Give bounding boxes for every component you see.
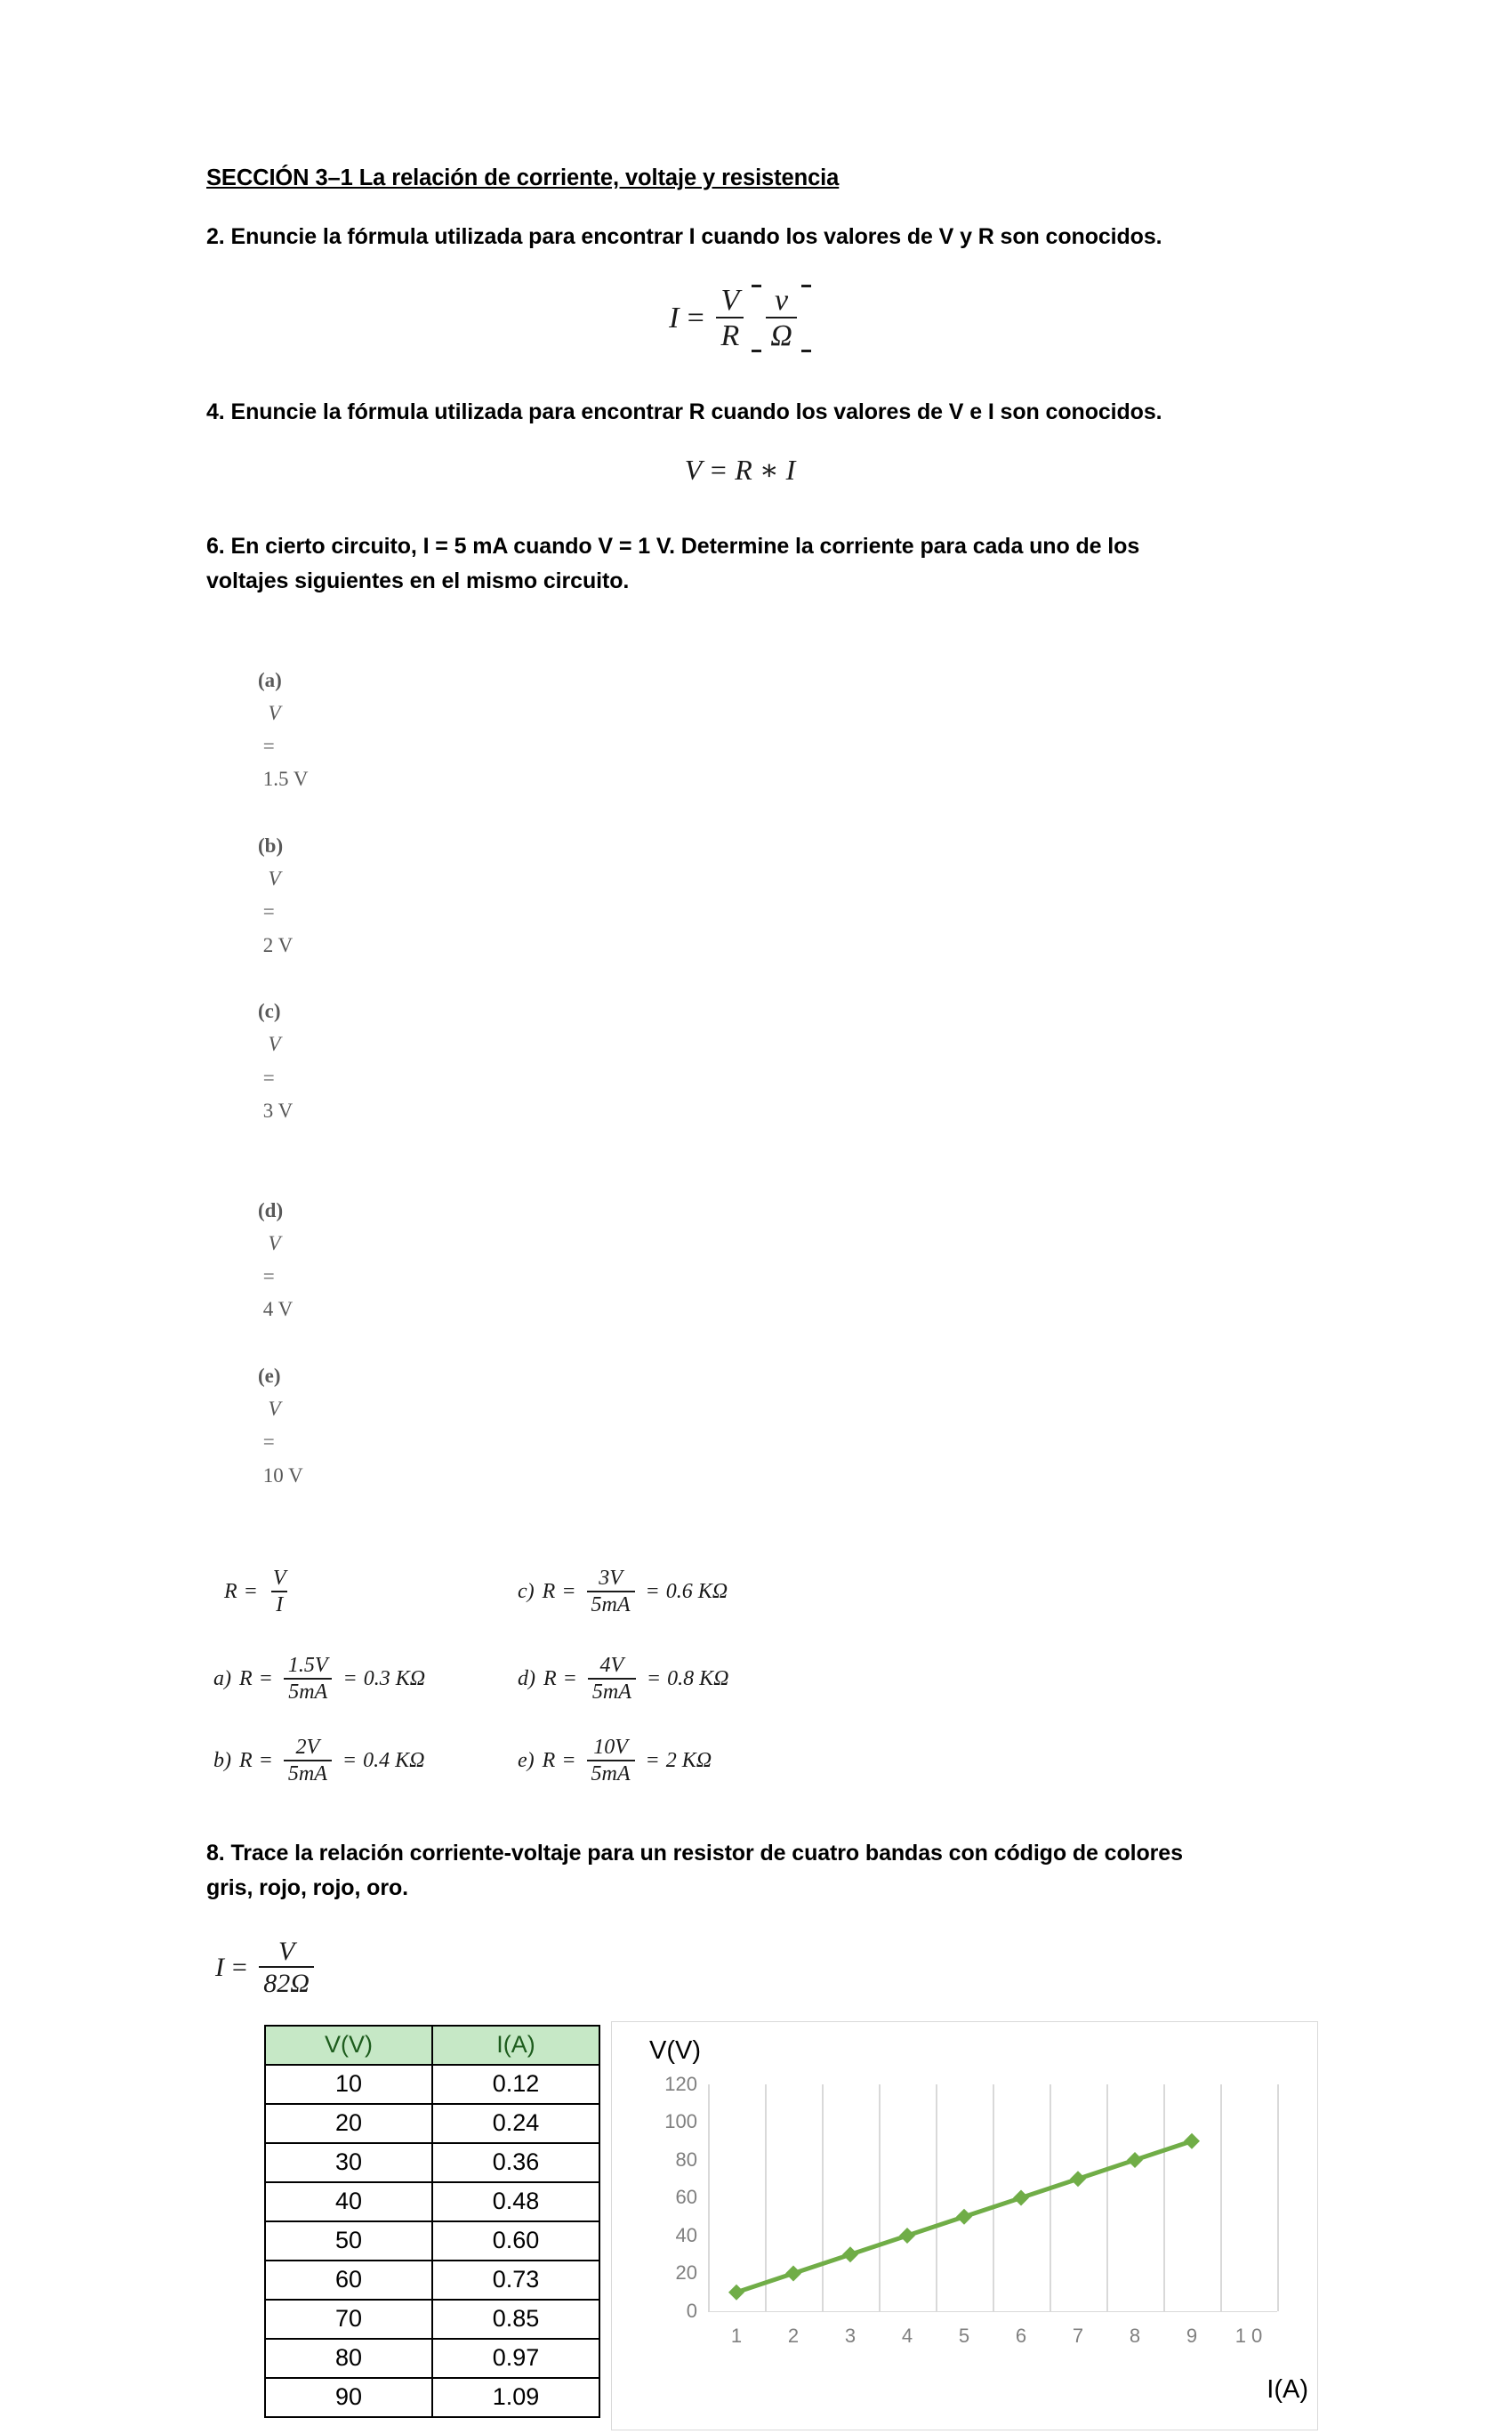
answer-c-equals-2: = bbox=[645, 1580, 660, 1604]
formula-unit-fraction bbox=[766, 285, 797, 352]
chart-x-tick: 8 bbox=[1129, 2324, 1141, 2347]
answer-e-equals-2: = bbox=[645, 1749, 660, 1773]
voltage-item-d-label: (d) bbox=[258, 1198, 284, 1221]
answer-base-fraction bbox=[269, 1568, 291, 1616]
resistor-formula-lhs: I bbox=[215, 1952, 224, 1982]
cell-current: 0.60 bbox=[432, 2221, 599, 2261]
answer-b-label: b) bbox=[213, 1749, 231, 1773]
voltage-list-row-1 bbox=[217, 630, 1274, 1160]
answer-c-fraction bbox=[587, 1568, 635, 1616]
chart-y-axis-title: V(V) bbox=[649, 2035, 701, 2065]
cell-current: 1.09 bbox=[432, 2378, 599, 2417]
answer-base-denominator: I bbox=[271, 1591, 287, 1616]
formula-lhs: I bbox=[669, 301, 680, 334]
chart-data-point bbox=[1013, 2189, 1029, 2205]
chart-y-tick: 80 bbox=[675, 2148, 697, 2171]
chart-data-point bbox=[842, 2246, 858, 2262]
table-row bbox=[265, 2378, 599, 2417]
cell-voltage: 70 bbox=[265, 2300, 432, 2339]
answer-c-result: 0.6 KΩ bbox=[665, 1580, 728, 1604]
cell-voltage: 20 bbox=[265, 2104, 432, 2143]
chart-y-tick: 60 bbox=[675, 2186, 697, 2208]
cell-current: 0.85 bbox=[432, 2300, 599, 2339]
voltage-item-d-var: V bbox=[268, 1231, 281, 1254]
table-header-voltage: V(V) bbox=[265, 2026, 432, 2065]
answer-c-lhs: R bbox=[542, 1580, 556, 1604]
resistor-formula-equals: = bbox=[230, 1952, 249, 1982]
chart-series-line bbox=[708, 2084, 1277, 2311]
answer-a-denominator: 5mA bbox=[284, 1678, 332, 1704]
answer-a-equals-2: = bbox=[342, 1667, 358, 1691]
answer-c-denominator: 5mA bbox=[587, 1591, 635, 1616]
chart-x-tick: 2 bbox=[787, 2324, 800, 2347]
answer-c-equals: = bbox=[561, 1580, 576, 1604]
answer-e-denominator: 5mA bbox=[587, 1760, 635, 1785]
question-8-line-1: 8. Trace la relación corriente-voltaje para un resistor de cuatro bandas con código de colores bbox=[206, 1841, 1183, 1866]
vi-data-table bbox=[264, 2025, 600, 2418]
answer-c-numerator: 3V bbox=[599, 1567, 623, 1590]
answer-item-b bbox=[213, 1737, 424, 1785]
chart-x-axis-title: I(A) bbox=[1267, 2374, 1308, 2404]
voltage-list-row-2 bbox=[217, 1160, 1274, 1525]
question-4-text: 4. Enuncie la fórmula utilizada para encontrar R cuando los valores de V e I son conocidos. bbox=[206, 399, 1162, 424]
answer-d-equals-2: = bbox=[646, 1667, 662, 1691]
formula-fraction bbox=[716, 285, 744, 352]
chart-y-tick: 40 bbox=[675, 2223, 697, 2246]
table-row bbox=[265, 2261, 599, 2300]
answer-e-lhs: R bbox=[542, 1749, 556, 1773]
cell-current: 0.24 bbox=[432, 2104, 599, 2143]
chart-x-tick: 1 0 bbox=[1235, 2324, 1263, 2347]
question-6-line-1: 6. En cierto circuito, I = 5 mA cuando V = 1 V. Determine la corriente para cada uno de los bbox=[206, 533, 1140, 559]
voltage-item-e-label: (e) bbox=[258, 1364, 281, 1387]
answer-b-lhs: R bbox=[239, 1749, 253, 1773]
answer-d-fraction bbox=[588, 1655, 636, 1704]
chart-x-axis-line bbox=[708, 2311, 1277, 2313]
answer-item-a bbox=[213, 1655, 425, 1704]
chart-x-tick: 9 bbox=[1186, 2324, 1198, 2347]
voltage-item-a-eq: = bbox=[262, 735, 275, 757]
table-row bbox=[265, 2104, 599, 2143]
chart-x-tick: 4 bbox=[901, 2324, 913, 2347]
answer-d-numerator: 4V bbox=[599, 1654, 624, 1677]
chart-y-tick: 120 bbox=[664, 2072, 697, 2095]
cell-current: 0.12 bbox=[432, 2065, 599, 2104]
voltage-item-b-label: (b) bbox=[258, 834, 284, 857]
answer-item-c bbox=[518, 1568, 728, 1616]
answer-d-equals: = bbox=[562, 1667, 577, 1691]
chart-data-point bbox=[785, 2265, 801, 2281]
table-header-row bbox=[265, 2026, 599, 2065]
voltage-item-e-value: 10 V bbox=[262, 1463, 303, 1487]
formula-ohm-voltage: V = R ∗ I bbox=[684, 453, 796, 486]
cell-voltage: 10 bbox=[265, 2065, 432, 2104]
answer-c-label: c) bbox=[518, 1580, 535, 1604]
bracket-right-icon bbox=[801, 285, 811, 352]
voltage-list bbox=[217, 630, 1274, 1525]
chart-data-point bbox=[1127, 2152, 1143, 2168]
chart-y-axis-labels bbox=[612, 2072, 697, 2322]
chart-data-point bbox=[1070, 2171, 1086, 2187]
voltage-item-a-value: 1.5 V bbox=[262, 768, 309, 791]
answer-e-equals: = bbox=[561, 1749, 576, 1773]
answer-a-lhs: R bbox=[239, 1667, 253, 1691]
voltage-item-c-value: 3 V bbox=[262, 1099, 294, 1122]
cell-voltage: 30 bbox=[265, 2143, 432, 2182]
answer-b-numerator: 2V bbox=[295, 1736, 320, 1759]
answer-d-result: 0.8 KΩ bbox=[667, 1667, 729, 1691]
answer-a-fraction bbox=[284, 1655, 333, 1704]
formula-unit-bracket bbox=[752, 285, 811, 352]
chart-data-point bbox=[728, 2284, 744, 2300]
chart-y-tick: 0 bbox=[686, 2299, 697, 2322]
chart-y-tick: 20 bbox=[675, 2261, 697, 2284]
voltage-item-e-var: V bbox=[268, 1398, 281, 1420]
table-row bbox=[265, 2182, 599, 2221]
table-row bbox=[265, 2339, 599, 2378]
answer-a-numerator: 1.5V bbox=[287, 1654, 328, 1677]
answer-a-result: 0.3 KΩ bbox=[363, 1667, 426, 1691]
document-content bbox=[206, 165, 1308, 2434]
cell-voltage: 90 bbox=[265, 2378, 432, 2417]
answer-b-equals: = bbox=[258, 1749, 273, 1773]
chart-x-tick: 5 bbox=[958, 2324, 970, 2347]
voltage-item-b-eq: = bbox=[262, 900, 275, 923]
answer-base-lhs: R bbox=[224, 1580, 237, 1604]
formula-numerator: V bbox=[720, 283, 740, 317]
voltage-item-d-value: 4 V bbox=[262, 1298, 294, 1321]
chart-x-tick: 1 bbox=[730, 2324, 743, 2347]
section-heading: SECCIÓN 3–1 La relación de corriente, voltaje y resistencia bbox=[206, 165, 840, 190]
voltage-item-b-value: 2 V bbox=[262, 933, 294, 956]
chart-data-point bbox=[956, 2208, 972, 2224]
answer-e-fraction bbox=[587, 1737, 635, 1785]
answer-base-numerator: V bbox=[272, 1567, 286, 1590]
cell-current: 0.97 bbox=[432, 2339, 599, 2378]
cell-current: 0.48 bbox=[432, 2182, 599, 2221]
answer-base-equals: = bbox=[243, 1580, 258, 1604]
vi-line-chart bbox=[611, 2021, 1318, 2430]
chart-y-tick: 100 bbox=[664, 2110, 697, 2132]
resistor-formula-numerator: V bbox=[277, 1936, 295, 1966]
answer-base-formula bbox=[224, 1568, 295, 1616]
answer-b-equals-2: = bbox=[342, 1749, 358, 1773]
cell-voltage: 80 bbox=[265, 2339, 432, 2378]
formula-resistor-current bbox=[215, 1938, 1274, 1998]
answer-e-numerator: 10V bbox=[593, 1736, 628, 1759]
voltage-item-c-label: (c) bbox=[258, 1000, 281, 1022]
voltage-item-e-eq: = bbox=[262, 1431, 275, 1454]
question-8-line-2: gris, rojo, rojo, oro. bbox=[206, 1874, 408, 1900]
resistor-formula-fraction bbox=[259, 1938, 314, 1998]
answer-item-d bbox=[518, 1655, 728, 1704]
answer-e-result: 2 KΩ bbox=[665, 1749, 712, 1773]
answer-d-label: d) bbox=[518, 1667, 535, 1691]
chart-x-tick: 6 bbox=[1015, 2324, 1027, 2347]
resistor-formula-denominator: 82Ω bbox=[259, 1966, 314, 1998]
answers-block bbox=[206, 1568, 1274, 1790]
chart-gridline bbox=[1277, 2084, 1279, 2311]
cell-voltage: 60 bbox=[265, 2261, 432, 2300]
data-and-chart-row bbox=[206, 2025, 1308, 2434]
table-row bbox=[265, 2221, 599, 2261]
question-6-line-2: voltajes siguientes en el mismo circuito. bbox=[206, 568, 630, 593]
formula-unit-numerator: v bbox=[774, 283, 789, 317]
table-row bbox=[265, 2300, 599, 2339]
cell-current: 0.73 bbox=[432, 2261, 599, 2300]
table-row bbox=[265, 2143, 599, 2182]
voltage-item-a-label: (a) bbox=[258, 668, 282, 691]
formula-denominator: R bbox=[716, 317, 744, 352]
chart-x-tick: 7 bbox=[1072, 2324, 1084, 2347]
voltage-item-d-eq: = bbox=[262, 1265, 275, 1287]
answer-b-denominator: 5mA bbox=[284, 1760, 332, 1785]
question-2-text: 2. Enuncie la fórmula utilizada para encontrar I cuando los valores de V y R son conocidos. bbox=[206, 223, 1162, 249]
chart-x-tick: 3 bbox=[844, 2324, 857, 2347]
voltage-item-b-var: V bbox=[268, 867, 281, 890]
chart-data-point bbox=[1184, 2132, 1200, 2148]
answer-e-label: e) bbox=[518, 1749, 535, 1773]
answer-b-fraction bbox=[284, 1737, 332, 1785]
answer-a-equals: = bbox=[258, 1667, 273, 1691]
voltage-item-c-var: V bbox=[268, 1033, 281, 1056]
table-header-current: I(A) bbox=[432, 2026, 599, 2065]
table-row bbox=[265, 2065, 599, 2104]
answer-item-e bbox=[518, 1737, 712, 1785]
answer-a-label: a) bbox=[213, 1667, 231, 1691]
formula-ohm-current bbox=[206, 285, 1274, 352]
chart-data-point bbox=[899, 2228, 915, 2244]
cell-voltage: 40 bbox=[265, 2182, 432, 2221]
answer-d-denominator: 5mA bbox=[588, 1678, 636, 1704]
answer-d-lhs: R bbox=[543, 1667, 557, 1691]
cell-current: 0.36 bbox=[432, 2143, 599, 2182]
voltage-item-c-eq: = bbox=[262, 1066, 275, 1089]
formula-equals: = bbox=[685, 301, 706, 334]
bracket-left-icon bbox=[752, 285, 761, 352]
cell-voltage: 50 bbox=[265, 2221, 432, 2261]
voltage-item-a-var: V bbox=[268, 701, 281, 724]
answer-b-result: 0.4 KΩ bbox=[363, 1749, 425, 1773]
formula-unit-denominator: Ω bbox=[766, 317, 797, 352]
